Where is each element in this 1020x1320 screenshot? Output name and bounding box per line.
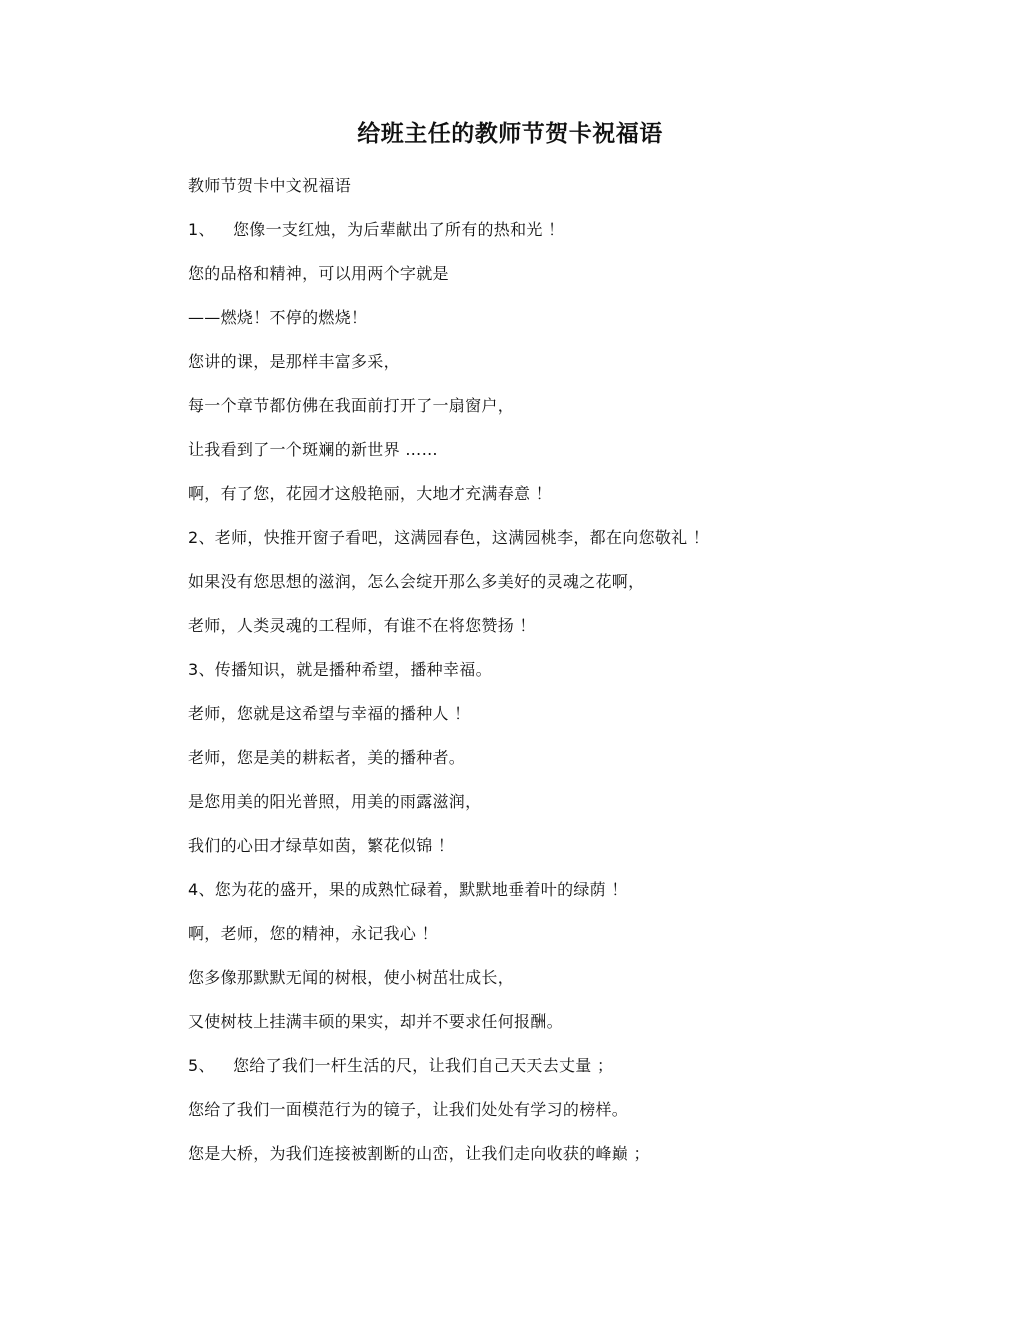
document-title: 给班主任的教师节贺卡祝福语 <box>357 120 663 147</box>
paragraph-line: 如果没有您思想的滋润，怎么会绽开那么多美好的灵魂之花啊， <box>188 572 645 591</box>
paragraph-line <box>188 216 888 260</box>
paragraph-line: 又使树枝上挂满丰硕的果实，却并不要求任何报酬。 <box>188 1012 563 1031</box>
paragraph-line: 是您用美的阳光普照，用美的雨露滋润， <box>188 792 482 811</box>
paragraph-line: 老师，您就是这希望与幸福的播种人 ！ <box>188 704 471 723</box>
subtitle: 教师节贺卡中文祝福语 <box>188 176 352 195</box>
paragraph-line: 2、老师，快推开窗子看吧，这满园春色，这满园桃李，都在向您敬礼 ！ <box>188 528 710 547</box>
paragraph-line: 啊，老师，您的精神，永记我心 ！ <box>188 924 438 943</box>
paragraph-line: 老师，您是美的耕耘者，美的播种者。 <box>188 748 466 767</box>
paragraph-line: ——燃烧！不停的燃烧！ <box>188 308 368 327</box>
line-text: 您给了我们一杆生活的尺，让我们自己天天去丈量 ； <box>233 1056 614 1075</box>
paragraph-line: 我们的心田才绿草如茵，繁花似锦 ！ <box>188 836 455 855</box>
paragraph-line: 您多像那默默无闻的树根，使小树茁壮成长， <box>188 968 515 987</box>
paragraph-line: 啊，有了您，花园才这般艳丽，大地才充满春意 ！ <box>188 484 552 503</box>
paragraph-line: 您讲的课，是那样丰富多采， <box>188 352 400 371</box>
line-text: 您像一支红烛，为后辈献出了所有的热和光 ！ <box>233 220 565 239</box>
paragraph-line: 您给了我们一面模范行为的镜子，让我们处处有学习的榜样。 <box>188 1100 629 1119</box>
paragraph-line: 您是大桥，为我们连接被割断的山峦，让我们走向收获的峰巅 ； <box>188 1144 650 1163</box>
list-number: 1、 <box>188 220 215 239</box>
paragraph-line: 老师，人类灵魂的工程师，有谁不在将您赞扬 ！ <box>188 616 536 635</box>
paragraph-line: 每一个章节都仿佛在我面前打开了一扇窗户， <box>188 396 515 415</box>
paragraph-line: 3、传播知识，就是播种希望，播种幸福。 <box>188 660 492 679</box>
document-body <box>188 172 888 1184</box>
list-number: 5、 <box>188 1056 215 1075</box>
paragraph-line: 4、您为花的盛开，果的成熟忙碌着，默默地垂着叶的绿荫 ！ <box>188 880 628 899</box>
paragraph-line: 您的品格和精神，可以用两个字就是 <box>188 264 449 283</box>
paragraph-line <box>188 1052 888 1096</box>
paragraph-line: 让我看到了一个斑斓的新世界 …… <box>188 440 438 459</box>
